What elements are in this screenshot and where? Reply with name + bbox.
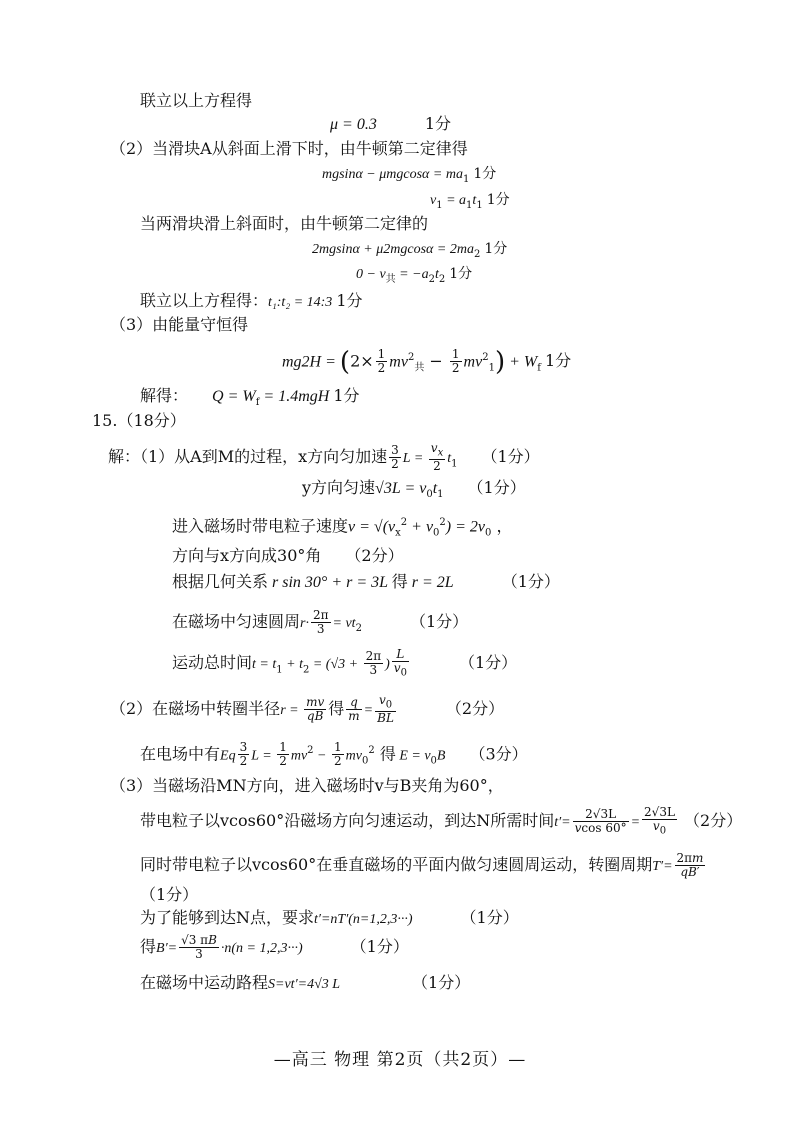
q15-step-1-4: 方向与x方向成30°角 （2分） xyxy=(172,546,404,565)
energy-equation: mg2H = (2× $\frac{1}{2}$ $mv^2_共$ − $\frac{1}{2}$ $mv^2_1) + W_f$ 1分 xyxy=(282,346,572,377)
equation: $v_1 = a_1t_1$ 1分 xyxy=(430,192,510,211)
result-line: 联立以上方程得：t₁:t₂ = 14:3 1分 xyxy=(140,291,363,310)
score: （1分） xyxy=(481,447,540,467)
text-line: 联立以上方程得 xyxy=(140,91,253,110)
q15-step-1-7: 运动总时间$t = t_1 + t_2 = (√3$ + $\frac{2\pi}{3}$ ) $\frac{L}{v_0}$ （1分） xyxy=(172,647,518,679)
score: （3分） xyxy=(469,744,528,764)
score: 1分 xyxy=(333,386,360,405)
equation: $mgsin\alpha - \mu mgcos\alpha = ma_1$ 1分 xyxy=(322,166,497,185)
score: 1分 xyxy=(484,241,508,257)
section-2-intro: （2）当滑块A从斜面上滑下时，由牛顿第二定律得 xyxy=(110,139,468,158)
section-3-intro: （3）由能量守恒得 xyxy=(110,315,249,334)
q15-step-2-1: （2）在磁场中转圈半径r = $\frac{mv}{qB}$ 得 $\frac{q}{m}$ = $\frac{v_0}{BL}$ （2分） xyxy=(110,693,505,726)
text-line: 当两滑块滑上斜面时，由牛顿第二定律的 xyxy=(140,214,429,233)
score: 1分 xyxy=(449,266,473,282)
score: （1分） xyxy=(409,612,469,631)
score: （1分） xyxy=(412,973,471,992)
score: （2分） xyxy=(684,811,743,831)
q15-step-2-2: 在电场中有Eq $\frac{3}{2}$ L = $\frac{1}{2}$ $mv^2$ − $\frac{1}{2}$ $mv_0^2$ 得 $E = v_0B$ （3分） xyxy=(140,740,528,769)
score: 1分 xyxy=(486,192,510,208)
score: （2分） xyxy=(445,699,505,719)
score: 1分 xyxy=(336,291,363,310)
score: （1分） xyxy=(467,478,526,497)
page-footer: —高三 物理 第2页（共2页）— xyxy=(273,1050,527,1070)
score: 1分 xyxy=(473,166,497,182)
score: （1分） xyxy=(501,572,560,591)
q15-step-3-3: 同时带电粒子以vcos60°在垂直磁场的平面内做匀速圆周运动，转圈周期T′= $\frac{2\pi m}{qB'}$ xyxy=(140,851,704,879)
q15-step-3-1: （3）当磁场沿MN方向，进入磁场时v与B夹角为60°， xyxy=(110,776,504,795)
score: 1分 xyxy=(424,114,452,133)
score: 1分 xyxy=(544,351,572,371)
q15-step-1-5: 根据几何关系 r sin 30° + r = 3L 得 r = 2L （1分） xyxy=(172,572,560,591)
score: （2分） xyxy=(345,546,404,565)
q15-step-1-3: 进入磁场时带电粒子速度$v = √(v_x^2 + v_0^2) = 2v_0$ ， xyxy=(172,516,513,539)
q15-step-1-1: 解：（1）从A到M的过程，x方向匀加速 $\frac{3}{2}$ L = $\frac{v_x}{2}$ $t_1$ （1分） xyxy=(108,441,540,474)
q15-step-1-2: y方向匀速$√3L = v_0t_1$ （1分） xyxy=(302,478,526,501)
score: （1分） xyxy=(458,653,518,673)
equation: $2mgsin\alpha + \mu 2mgcos\alpha = 2ma_2$ 1分 xyxy=(312,241,508,260)
question-15-header: 15.（18分） xyxy=(92,411,186,430)
solve-line: 解得： $Q = W_f = 1.4mgH$ 1分 xyxy=(140,386,360,409)
q15-step-3-7: 在磁场中运动路程S=vt′=4√3 L （1分） xyxy=(140,973,471,992)
score: （1分） xyxy=(460,908,519,927)
equation-mu: μ = 0.3 1分 xyxy=(330,114,452,133)
q15-step-3-6: 得B′= $\frac{√3 \pi B}{3}$ ·n(n = 1,2,3···) （1分） xyxy=(140,933,409,961)
q15-step-3-2: 带电粒子以vcos60°沿磁场方向匀速运动，到达N所需时间t′= $\frac{2√3L}{vcos 60^\circ}$ = $\frac{2√3L}{v_0}$ （2分） xyxy=(140,805,743,837)
score: （1分） xyxy=(350,937,409,956)
q15-step-1-6: 在磁场中匀速圆周r· $\frac{2\pi}{3}$ = $vt_2$ （1分） xyxy=(172,608,469,636)
q15-step-3-4: （1分） xyxy=(140,885,199,904)
q15-step-3-5: 为了能够到达N点，要求t′=nT′(n=1,2,3···) （1分） xyxy=(140,908,519,927)
equation: $0 - v_共 = -a_2t_2$ 1分 xyxy=(356,266,473,285)
